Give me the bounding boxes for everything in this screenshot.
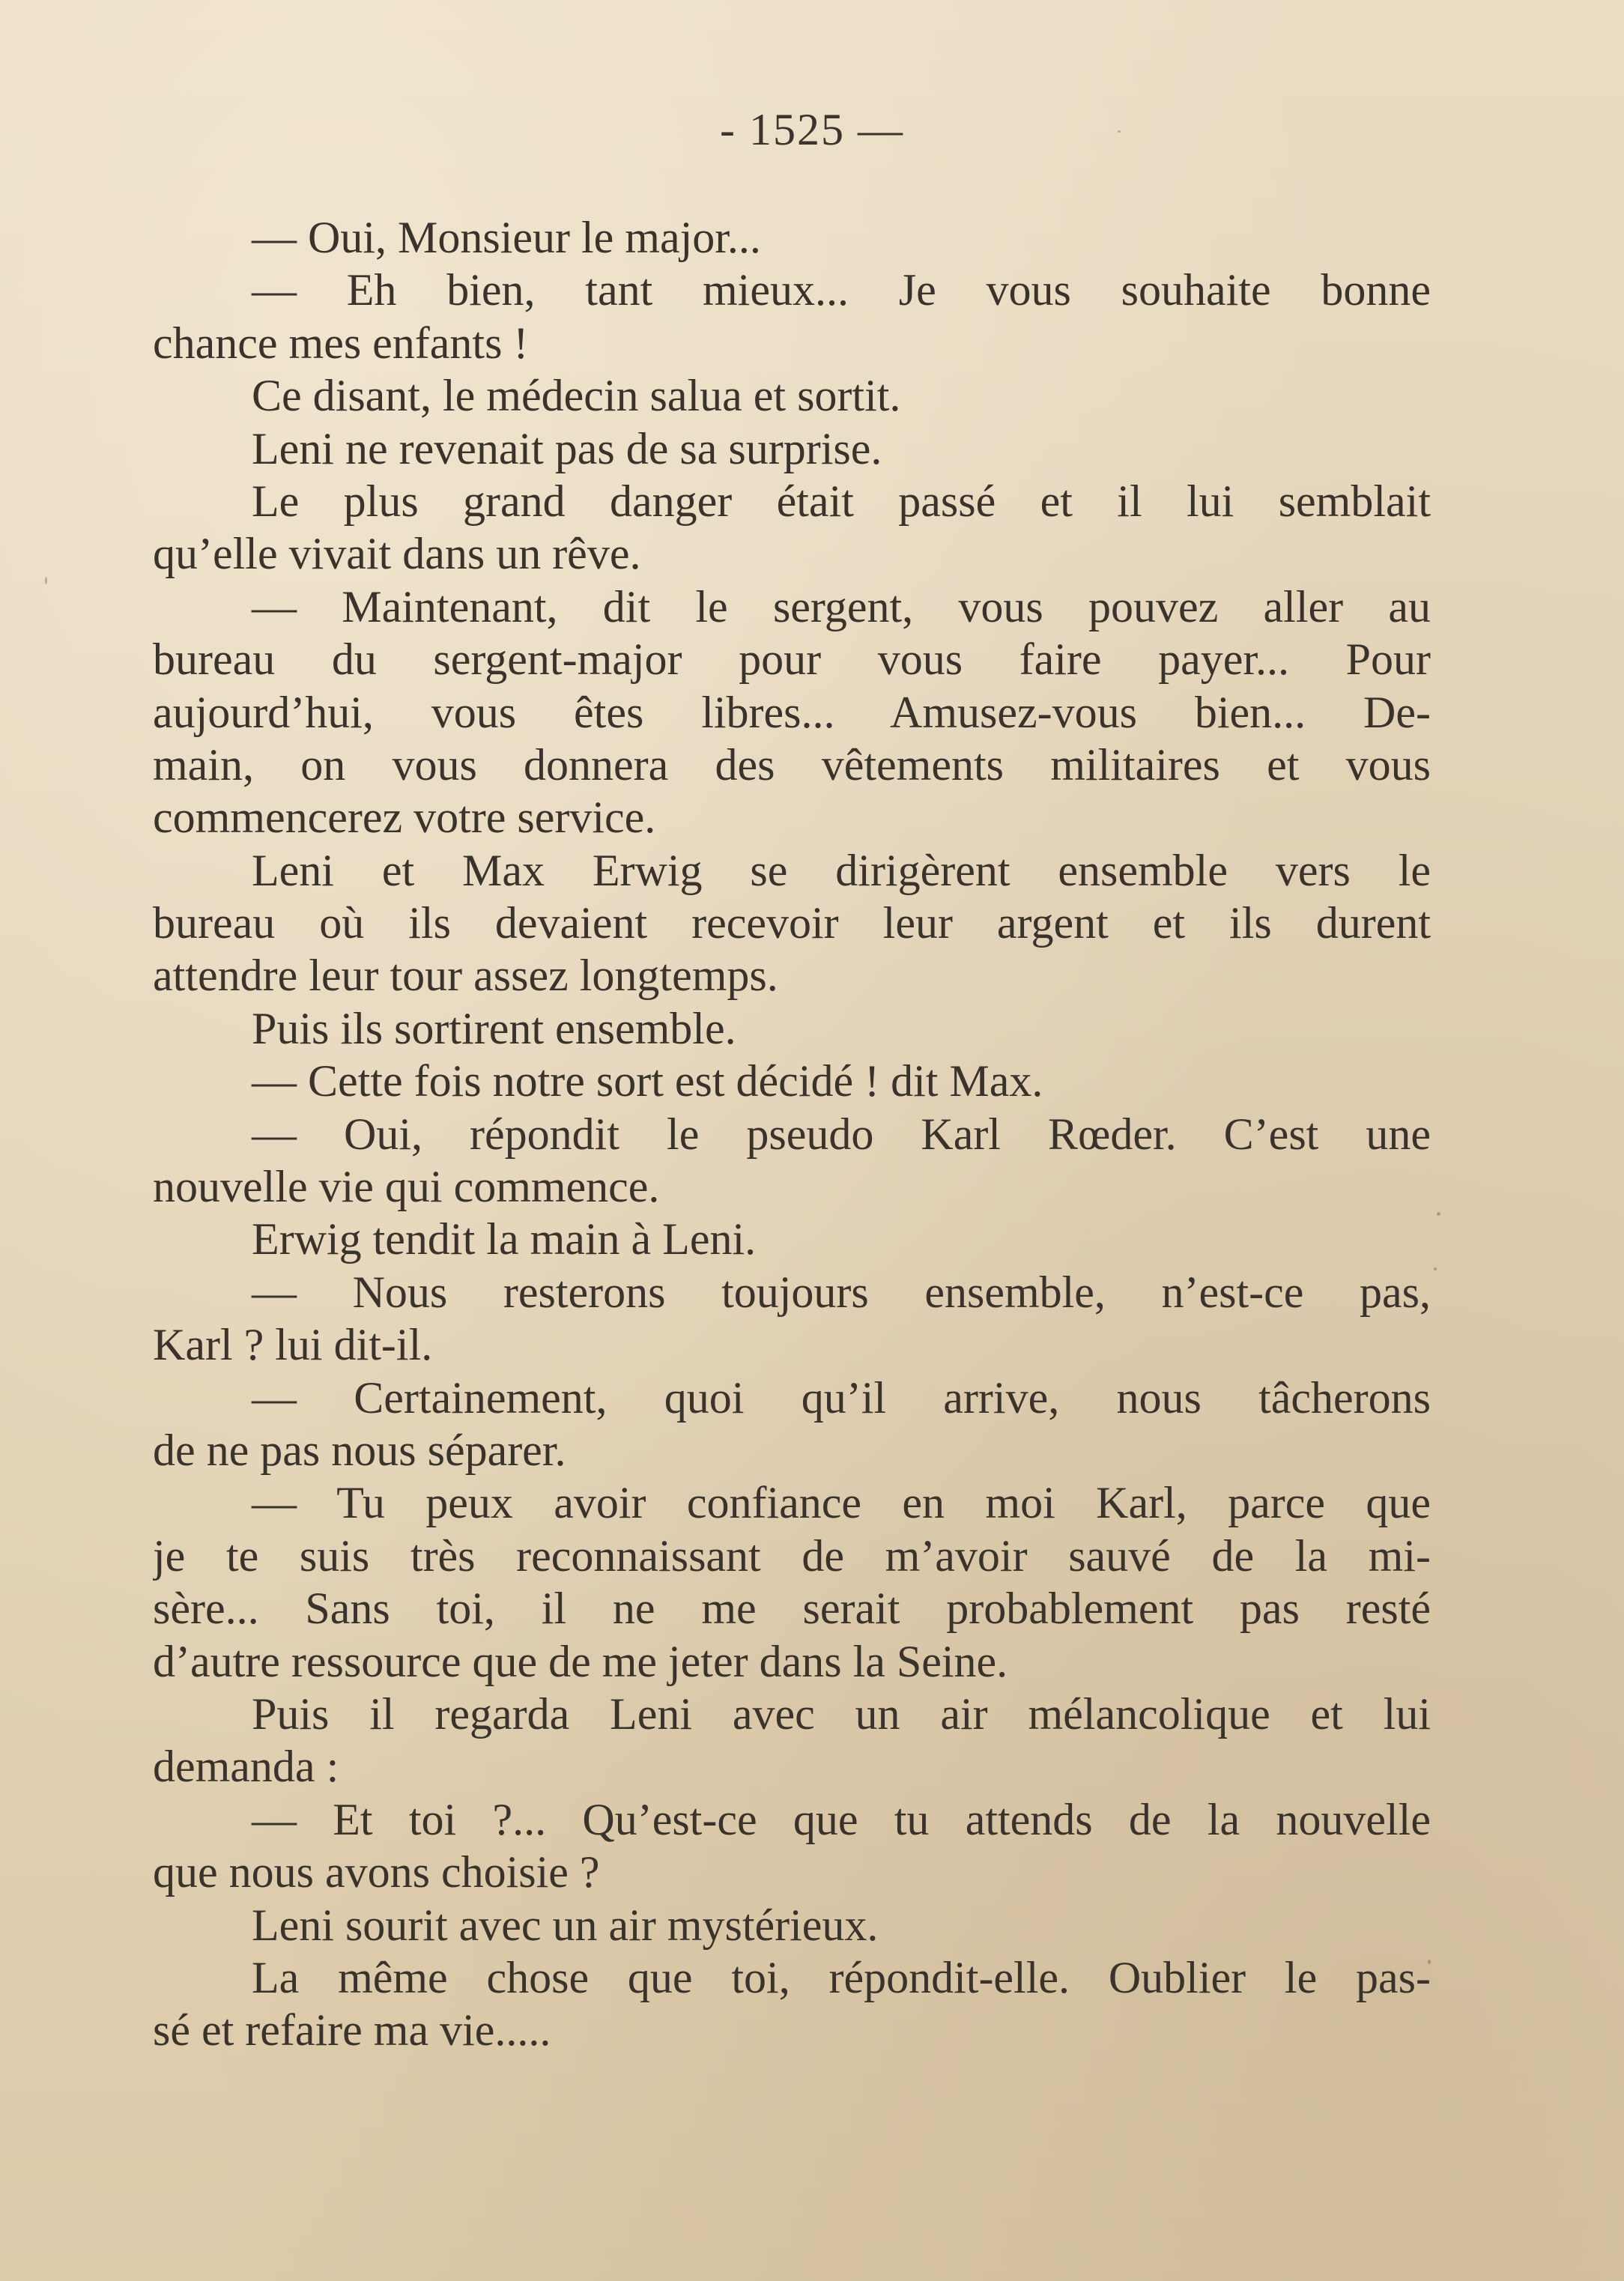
page-number: - 1525 — xyxy=(720,105,904,154)
text-line: Le plus grand danger était passé et il lui semblait xyxy=(252,476,1431,526)
text-line: — Eh bien, tant mieux... Je vous souhaite bonne xyxy=(252,265,1431,315)
paper-speck xyxy=(45,577,47,584)
text-line: La même chose que toi, répondit-elle. Oublier le pas- xyxy=(252,1952,1431,2002)
text-line: Leni ne revenait pas de sa surprise. xyxy=(252,423,882,473)
text-line: Leni sourit avec un air mystérieux. xyxy=(252,1900,879,1950)
text-line: sère... Sans toi, il ne me serait probablement pas resté xyxy=(153,1584,1431,1634)
text-line: nouvelle vie qui commence. xyxy=(153,1162,660,1212)
text-line: — Oui, Monsieur le major... xyxy=(252,213,761,262)
text-line: attendre leur tour assez longtemps. xyxy=(153,951,778,1001)
text-line: — Certainement, quoi qu’il arrive, nous tâcherons xyxy=(252,1372,1431,1423)
text-line: aujourd’hui, vous êtes libres... Amusez-vous bien... De- xyxy=(153,687,1431,737)
text-line: bureau où ils devaient recevoir leur argent et ils durent xyxy=(153,898,1431,948)
text-line: — Cette fois notre sort est décidé ! dit Max. xyxy=(252,1056,1043,1106)
text-line: — Et toi ?... Qu’est-ce que tu attends de la nouvelle xyxy=(252,1794,1431,1844)
paper-speck xyxy=(1437,1212,1440,1216)
paper-speck xyxy=(1434,1267,1437,1270)
text-line: qu’elle vivait dans un rêve. xyxy=(153,529,641,579)
text-line: Puis il regarda Leni avec un air mélancolique et lui xyxy=(252,1688,1431,1739)
text-line: Ce disant, le médecin salua et sortit. xyxy=(252,371,901,421)
text-line: bureau du sergent-major pour vous faire payer... Pour xyxy=(153,634,1431,685)
text-line: commencerez votre service. xyxy=(153,793,656,843)
paper-speck xyxy=(1428,1960,1431,1964)
body-text xyxy=(153,211,1431,2057)
text-line: chance mes enfants ! xyxy=(153,318,529,368)
text-line: main, on vous donnera des vêtements militaires et vous xyxy=(153,739,1431,790)
text-line: sé et refaire ma vie..... xyxy=(153,2005,551,2056)
text-line: Leni et Max Erwig se dirigèrent ensemble vers le xyxy=(252,845,1431,895)
text-line: — Maintenant, dit le sergent, vous pouvez aller au xyxy=(252,581,1431,631)
text-line: Puis ils sortirent ensemble. xyxy=(252,1003,736,1053)
text-line: Erwig tendit la main à Leni. xyxy=(252,1214,757,1264)
text-line: que nous avons choisie ? xyxy=(153,1847,600,1897)
paper-speck xyxy=(1118,130,1121,133)
text-line: Karl ? lui dit-il. xyxy=(153,1320,433,1370)
text-line: de ne pas nous séparer. xyxy=(153,1425,566,1475)
text-line: — Oui, répondit le pseudo Karl Rœder. C’est une xyxy=(252,1109,1431,1159)
text-line: je te suis très reconnaissant de m’avoir sauvé de la mi- xyxy=(153,1530,1431,1581)
text-line: demanda : xyxy=(153,1742,339,1792)
text-line: — Tu peux avoir confiance en moi Karl, parce que xyxy=(252,1478,1431,1528)
text-line: d’autre ressource que de me jeter dans la Seine. xyxy=(153,1636,1008,1686)
text-line: — Nous resterons toujours ensemble, n’est-ce pas, xyxy=(252,1267,1431,1317)
